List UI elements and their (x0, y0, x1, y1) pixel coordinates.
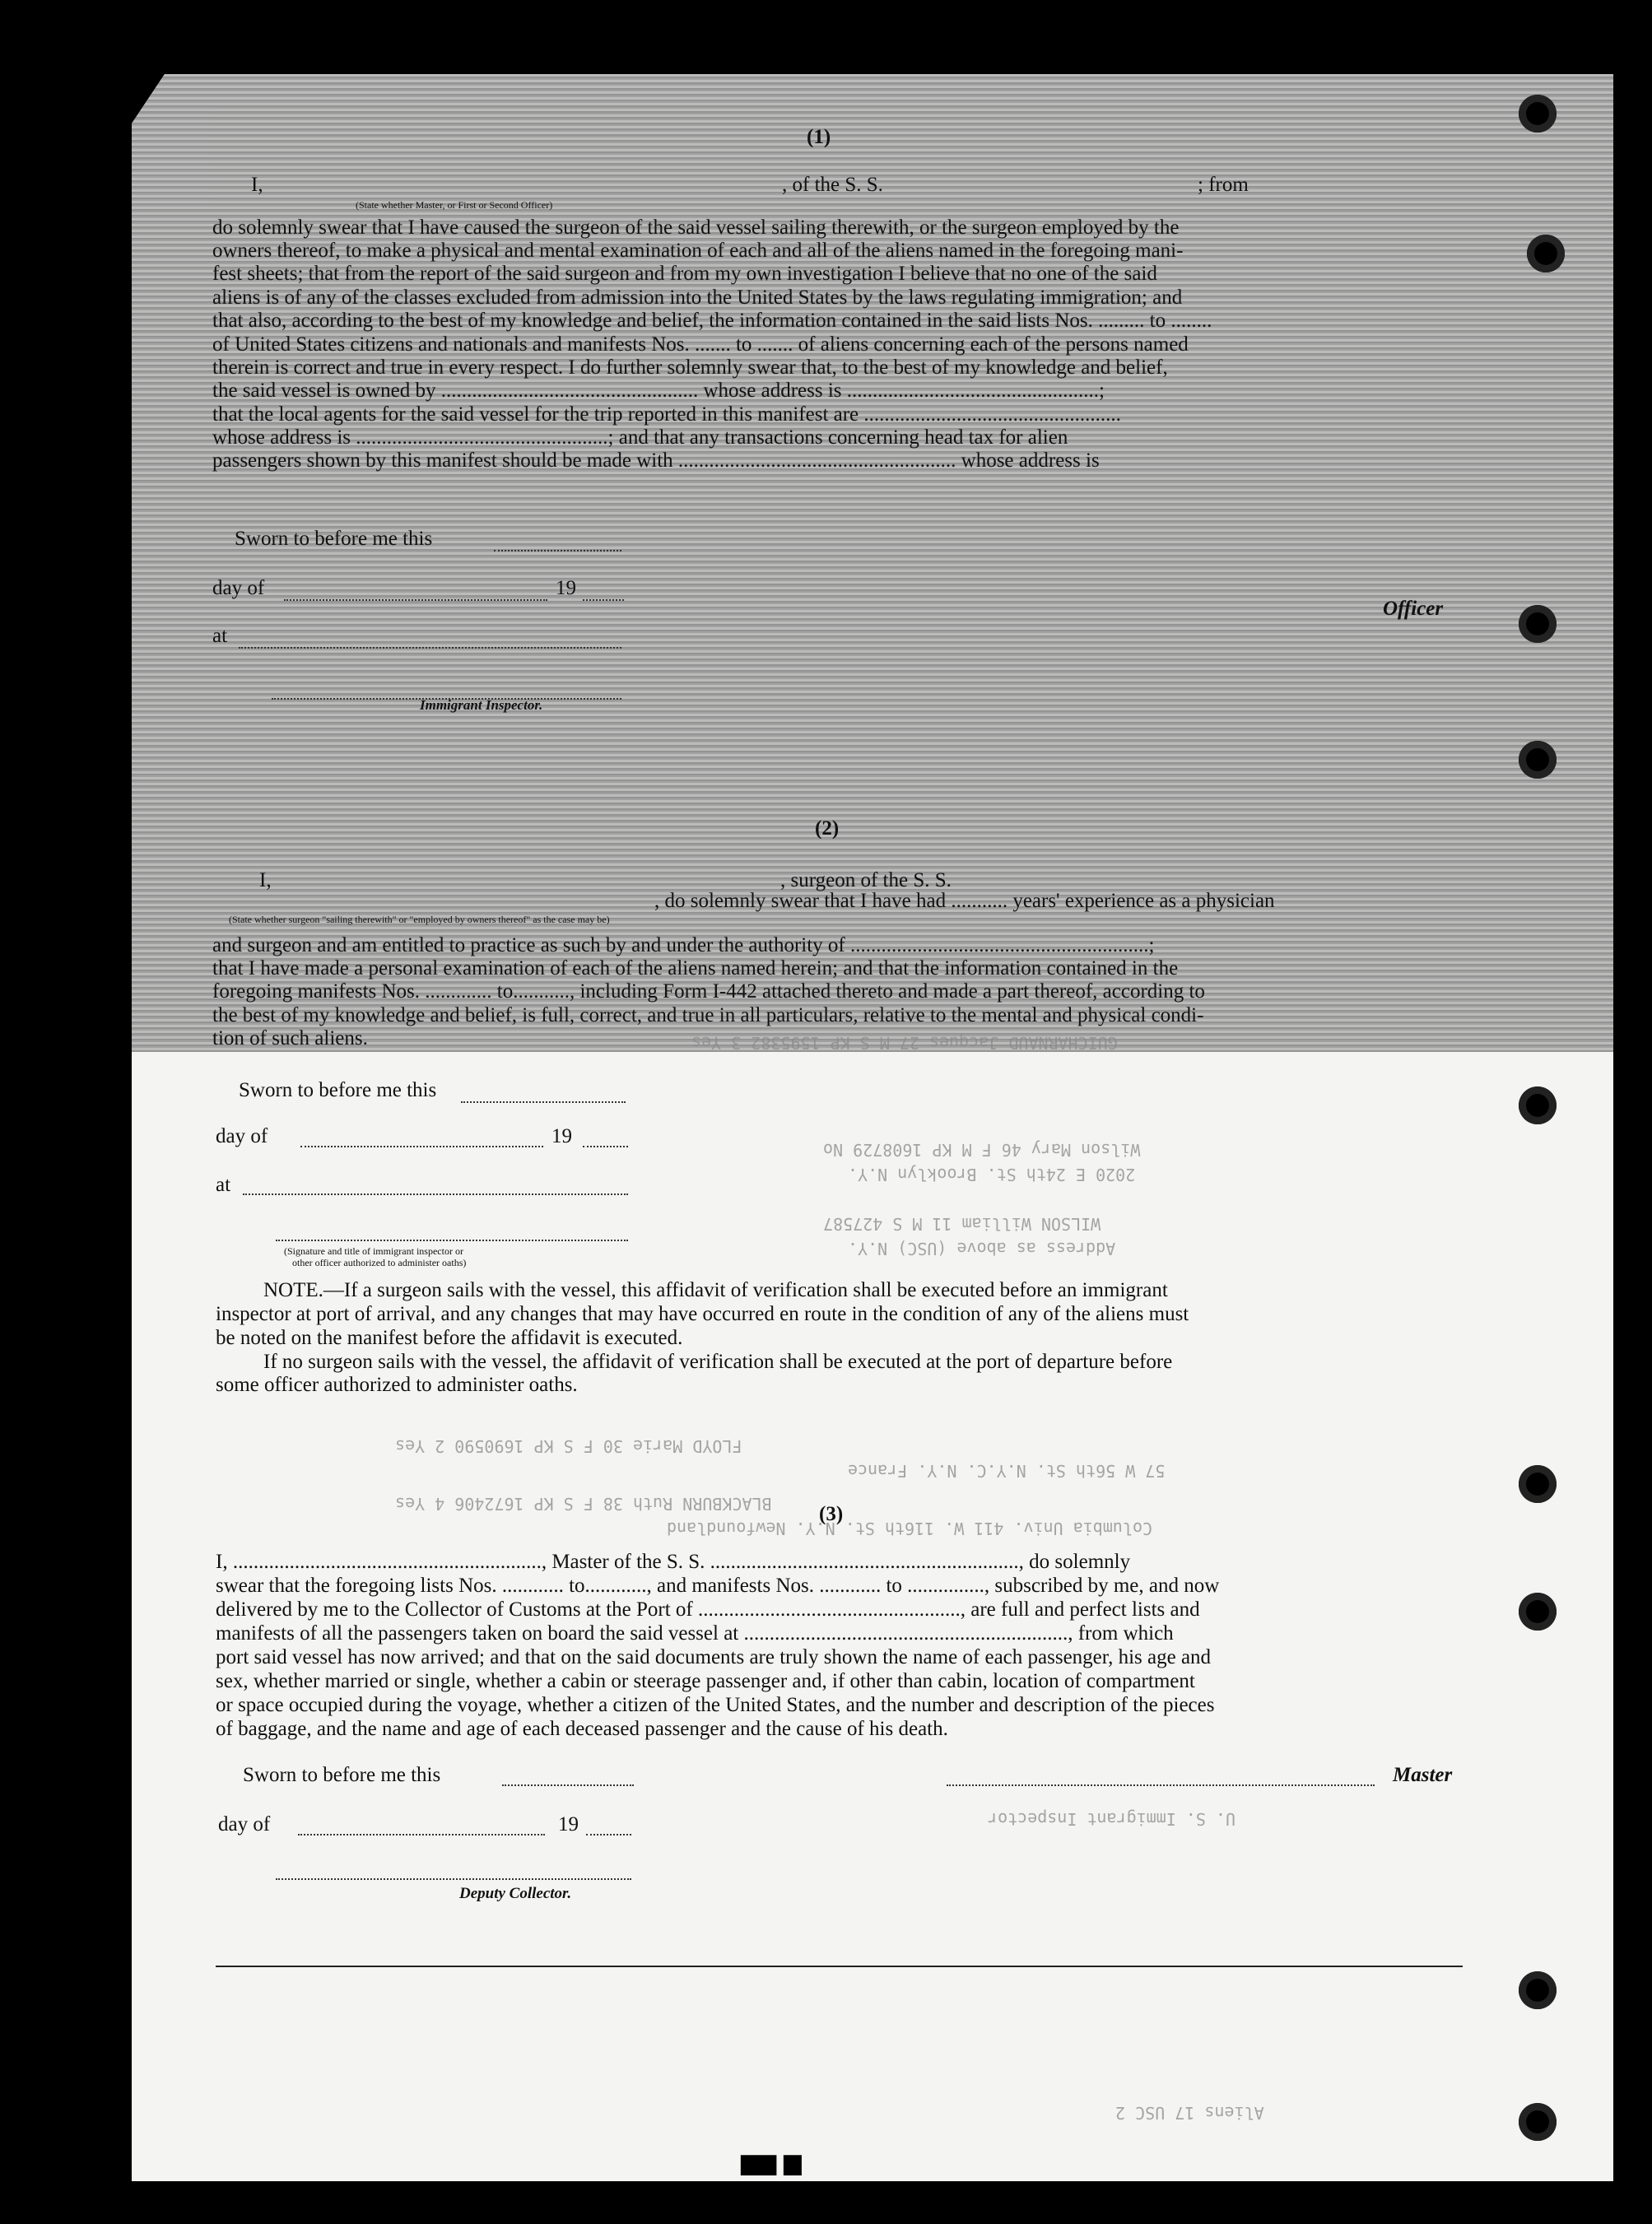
section-1-day-of: day of (212, 577, 265, 599)
section-3-text: manifests of all the passengers taken on board the said vessel at ..............................................................., from which (216, 1622, 1174, 1645)
section-2-sig-note: (Signature and title of immigrant inspector or (284, 1245, 463, 1257)
ghost-text-row: U. S. Immigrant Inspector (988, 1809, 1236, 1829)
section-3-day-of: day of (218, 1813, 271, 1835)
note-label: NOTE. (263, 1279, 323, 1301)
section-2-at-field[interactable] (243, 1193, 628, 1195)
section-3-sworn-field[interactable] (502, 1784, 634, 1786)
section-3-text: swear that the foregoing lists Nos. ............ to............, and manifests Nos. ............ to ..............., subscribed by me, and now (216, 1575, 1220, 1597)
section-1-text: do solemnly swear that I have caused the surgeon of the said vessel sailing therewith, or the surgeon employed by the (212, 216, 1180, 239)
section-2-note (263, 1278, 1168, 1303)
ghost-text-row: BLACKBURN Ruth 38 F S KP 1672406 4 Yes (395, 1494, 772, 1514)
punch-hole (1519, 1465, 1557, 1503)
section-2-signature-field[interactable] (276, 1240, 628, 1241)
section-1-officer: Officer (1383, 598, 1444, 620)
punch-hole (1519, 2103, 1557, 2141)
section-1-from: ; from (1198, 174, 1249, 196)
section-1-text: therein is correct and true in every respect. I do further solemnly swear that, to the best of my knowledge and belief, (212, 356, 1168, 379)
punch-hole (1519, 1971, 1557, 2009)
ghost-text-row: 57 W 56th St. N.Y.C. N.Y. France (848, 1461, 1166, 1481)
section-3-text: delivered by me to the Collector of Customs at the Port of ..................................................., are full and perfect lists and (216, 1598, 1200, 1621)
note-text: —If a surgeon sails with the vessel, this affidavit of verification shall be executed before an immigrant (323, 1279, 1168, 1301)
section-2-note-text: be noted on the manifest before the affidavit is executed. (216, 1327, 683, 1349)
bottom-rule (216, 1966, 1463, 1967)
ghost-text-row: 2020 E 24th St. Brooklyn N.Y. (848, 1165, 1136, 1184)
section-2-i: I, (259, 869, 272, 891)
ghost-text-row: GUICHARNAUD Jacques 27 M S KP 1595382 3 Yes (691, 1033, 1118, 1053)
section-1-i: I, (251, 174, 263, 196)
section-3-year-field[interactable] (586, 1834, 631, 1835)
section-2-number: (2) (815, 817, 840, 840)
section-1-text: that the local agents for the said vessel for the trip reported in this manifest are .................................................. (212, 403, 1121, 426)
punch-hole (1519, 95, 1557, 133)
section-3-text: of baggage, and the name and age of each deceased passenger and the cause of his death. (216, 1718, 948, 1740)
section-1-year-field[interactable] (583, 599, 624, 601)
section-2-text: tion of such aliens. (212, 1027, 368, 1049)
section-1-text: owners thereof, to make a physical and mental examination of each and all of the aliens named in the foregoing mani- (212, 240, 1184, 262)
section-1-sworn-field[interactable] (494, 550, 621, 551)
section-3-master: Master (1393, 1764, 1453, 1786)
section-1-of-ss: , of the S. S. (782, 174, 883, 196)
section-3-deputy-field[interactable] (276, 1878, 631, 1880)
section-2-surgeon: , surgeon of the S. S. (780, 869, 952, 891)
section-1-text: the said vessel is owned by .................................................. whose address is .................................................; (212, 379, 1105, 402)
section-3-line1: I, ............................................................, Master of the S. S. ............................................................, do solemnly (216, 1551, 1131, 1573)
section-2-no-surgeon: If no surgeon sails with the vessel, the affidavit of verification shall be executed at the port of departure before (263, 1351, 1173, 1373)
section-2-year: 19 (551, 1125, 572, 1147)
section-1-text: of United States citizens and nationals and manifests Nos. ....... to ....... of aliens concerning each of the persons named (212, 333, 1189, 356)
section-3-text: or space occupied during the voyage, whether a citizen of the United States, and the number and description of the pieces (216, 1694, 1215, 1716)
section-2-sworn-field[interactable] (461, 1101, 626, 1103)
section-3-day-field[interactable] (298, 1834, 545, 1835)
ghost-text-row: Address as above (USC) N.Y. (848, 1239, 1116, 1259)
section-1-day-field[interactable] (284, 599, 547, 601)
ghost-text-row: FLOYD Marie 30 F S KP 1690590 2 Yes (395, 1436, 742, 1456)
section-3-text: sex, whether married or single, whether a cabin or steerage passenger and, if other than cabin, location of compartment (216, 1670, 1195, 1692)
section-1-at: at (212, 625, 228, 647)
section-2-no-surgeon: some officer authorized to administer oaths. (216, 1374, 578, 1396)
section-1-text: aliens is of any of the classes excluded from admission into the United States by the laws regulating immigration; and (212, 286, 1183, 309)
punch-hole (1519, 1086, 1557, 1124)
section-2-surgeon-note: (State whether surgeon "sailing therewith" or "employed by owners thereof" as the case may be) (229, 914, 610, 925)
section-2-text: that I have made a personal examination of each of the aliens named herein; and that the information contained in the (212, 957, 1179, 979)
ghost-text-row: Aliens 17 USC 2 (1115, 2103, 1264, 2123)
ink-smudge: ▆▆ ▆ (741, 2148, 802, 2175)
section-3-master-field[interactable] (947, 1784, 1375, 1786)
ghost-text-row: WILSON William 11 M S 427587 (823, 1214, 1101, 1234)
section-1-master-note: (State whether Master, or First or Second Officer) (356, 199, 553, 211)
section-2-year-field[interactable] (583, 1146, 628, 1147)
section-1-number: (1) (807, 126, 831, 148)
section-2-text: and surgeon and am entitled to practice as such by and under the authority of ..........................................................; (212, 934, 1155, 956)
ghost-text-row: Columbia Univ. 411 W. 116th St. N.Y. Newfoundland (667, 1519, 1153, 1538)
section-2-day-of: day of (216, 1125, 268, 1147)
section-2-at: at (216, 1174, 231, 1196)
section-3-year: 19 (558, 1813, 579, 1835)
section-3-sworn: Sworn to before me this (243, 1764, 441, 1786)
punch-hole (1519, 1593, 1557, 1631)
section-1-text: fest sheets; that from the report of the said surgeon and from my own investigation I believe that no one of the said (212, 263, 1157, 285)
section-2-day-field[interactable] (300, 1146, 543, 1147)
section-3-number: (3) (819, 1503, 844, 1525)
section-1-at-field[interactable] (239, 647, 621, 649)
punch-hole (1519, 741, 1557, 779)
section-3-deputy: Deputy Collector. (459, 1885, 572, 1902)
section-1-year: 19 (556, 577, 576, 599)
section-1-text: whose address is .................................................; and that any transactions concerning head tax for alien (212, 426, 1068, 449)
section-2-sworn: Sworn to before me this (239, 1079, 437, 1101)
section-1-sworn: Sworn to before me this (235, 528, 433, 550)
punch-hole (1519, 605, 1557, 643)
punch-hole (1527, 235, 1565, 272)
section-1-inspector: Immigrant Inspector. (420, 697, 543, 713)
section-2-note-text: inspector at port of arrival, and any changes that may have occurred en route in the condition of any of the aliens must (216, 1303, 1189, 1325)
section-3-text: port said vessel has now arrived; and that on the said documents are truly shown the name of each passenger, his age and (216, 1646, 1212, 1668)
section-2-text: the best of my knowledge and belief, is full, correct, and true in all particulars, relative to the mental and physical condi- (212, 1004, 1204, 1026)
ghost-text-row: Wilson Mary 46 F M KP 1608729 No (823, 1140, 1141, 1160)
section-1-text: passengers shown by this manifest should be made with ...................................................... whose address is (212, 449, 1100, 472)
section-2-line2: , do solemnly swear that I have had ........... years' experience as a physician (654, 890, 1275, 912)
section-1-text: that also, according to the best of my knowledge and belief, the information contained in the said lists Nos. ......... to ........ (212, 309, 1212, 332)
section-2-text: foregoing manifests Nos. ............. to..........., including Form I-442 attached thereto and made a part thereof, according to (212, 980, 1205, 1003)
section-2-sig-note: other officer authorized to administer oaths) (292, 1257, 467, 1268)
